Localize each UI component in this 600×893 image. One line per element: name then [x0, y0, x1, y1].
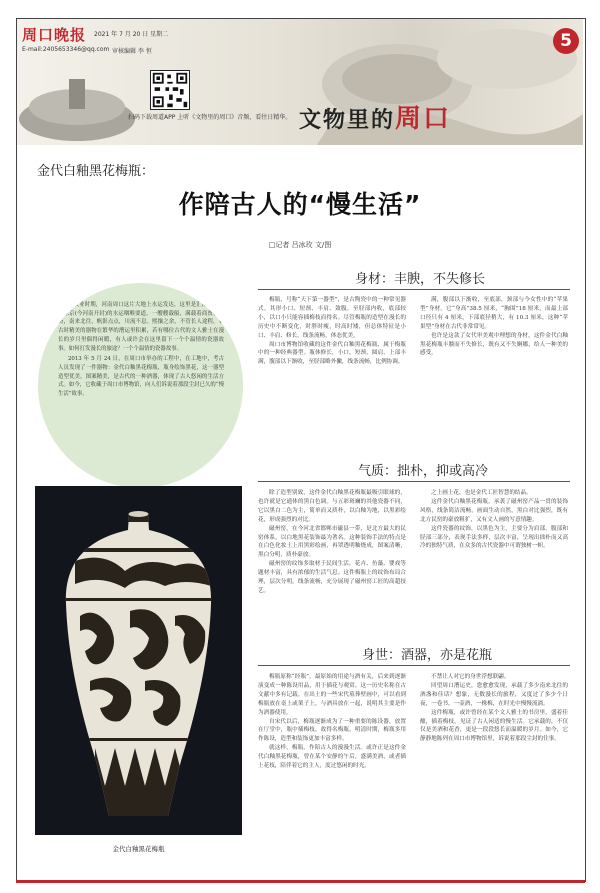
vase-photo	[35, 486, 242, 835]
body-paragraph: 磁州窑的纹饰多取材于民间生活，花卉、鱼藻、婴戏等题材丰富，具有浓郁的生活气息。这件梅瓶上的纹饰布局合理，层次分明，线条流畅，充分展现了磁州窑工匠的高超技艺。	[258, 561, 406, 594]
body-paragraph: 回望周口漕运史，您愈愈发现，承载了多少南来北往的酒盏和佳话？想象，无数漫长的旅程，又度过了多少个日夜，一卷书，一壶酒，一株梅，在时光中慢慢流淌。	[420, 682, 568, 707]
body-paragraph: 就这样，梅瓶，作陪古人的漫漫生活。或许正是这件金代白釉黑花梅瓶，曾在某个安静的午后，盛满美酒，或者插上花枝，陪伴着它的主人，度过悠闲的时光。	[258, 745, 406, 770]
section1-column-right	[420, 296, 568, 458]
contact-email: E-mail:2405653346@qq.com	[22, 46, 110, 53]
issue-date: 2021 年 7 月 20 日 星期二	[94, 31, 169, 38]
section-title-temperament: 气质：拙朴，抑或高冷	[358, 464, 489, 479]
masthead-logo: 周口晚报	[22, 26, 87, 44]
body-paragraph: 梅瓶原称“经瓶”，最原始的用途与酒有关，后来到逐渐演变成一种陈设用品，用于插花与观赏。这一历史名称在古文献中多有记载。在出土的一些宋代墓葬壁画中，可以看到梅瓶放在桌上或架子上，与酒具放在一起，说明其主要是作为酒器使用。	[258, 674, 406, 716]
body-paragraph: 自宋代以后，梅瓶逐渐成为了一种重要的陈设器，放置在厅堂中，瓶中插梅枝，故得名梅瓶。明清时期，梅瓶多用作陈设，造型和装饰更加丰富多样。	[258, 718, 406, 743]
article-kicker: 金代白釉黑花梅瓶：	[37, 164, 155, 179]
millstone-artwork	[17, 59, 137, 145]
body-paragraph: 这件瓷器的纹饰，以黑色为主，主要分为肩部、腹部和胫部三部分，表现手法多样，层次丰富，呈现出拙朴而又高冷的独特气质，在众多的古代瓷器中可谓独树一帜。	[420, 525, 568, 550]
section2-column-left	[258, 489, 406, 637]
body-paragraph: 周口市博物馆收藏的这件金代白釉黑花梅瓶，属于梅瓶中的一种经典器型。瓶体修长，小口，短颈，圆肩，上部丰满，腹部以下渐收，至胫部略外撇，线条流畅，比例协调。	[258, 341, 406, 366]
intro-paragraph: 2013 年 5 月 24 日，在周口市举办的工程中，在工地中，考古人员发现了一件器物：金代白釉黑花梅瓶，瓶身绘饰黑花，这一器型造型优美，图案精美，是古代的一种酒器，体现了古人悠闲的生活方式。如今，它收藏于周口市博物馆，向人们诉说着那段尘封已久的“慢生活”故事。	[58, 356, 224, 398]
article-headline: 作陪古人的“慢生活”	[178, 190, 422, 219]
rubric-city: 周口	[395, 104, 452, 134]
column-rubric	[299, 98, 451, 135]
section-title-figure: 身材：丰腴，不失修长	[355, 272, 486, 287]
section3-column-right	[420, 673, 568, 869]
section-divider	[258, 665, 570, 666]
intro-text	[58, 301, 224, 401]
editor-credit: 审核编辑 李 恒	[112, 48, 152, 55]
body-paragraph: 不禁让人对它的身世浮想联翩。	[431, 674, 510, 680]
page-number-badge: 5	[553, 28, 579, 54]
qr-code-icon[interactable]	[150, 70, 190, 110]
body-paragraph: 磁州窑，在今河北省邯郸市磁县一带，是北方最大的民窑体系，以白地黑花装饰最为著名。这种装饰手法的特点是在白色化妆土上用黑彩绘画，再罩透明釉烧成，图案清晰，黑白分明，质朴豪放。	[258, 525, 406, 559]
body-paragraph: 梅瓶，号称“天下第一器型”，是古陶瓷中的一种常见器式。其形小口、短颈、丰肩、敛腹，至胫部内收，底部较小，以口小只能容插梅枝而得名。尽管梅瓶的造型在漫长的历史中不断变化，时胖时瘦，时高时矮，但总体特征是小口、丰肩、修长，线条流畅，体态优美。	[258, 297, 406, 339]
section-divider	[258, 481, 570, 482]
intro-circle	[38, 283, 243, 488]
qr-caption: 扫码下载周道APP 上听《文物里的周口》音频，看往日精华。	[128, 114, 292, 121]
body-paragraph: 除了造型别致，这件金代白釉黑花梅瓶最吸引眼球的，也许就是它通体的黑白色调。与五彩斑斓的其他瓷器不同，它以黑白二色为主，简单而又质朴，以白釉为地，以黑彩绘花，形成强烈的对比。	[258, 490, 406, 523]
photo-caption: 金代白釉黑花梅瓶	[112, 845, 165, 853]
vase-illustration	[35, 486, 242, 835]
rubric-prefix: 文物里的	[299, 107, 396, 133]
section2-column-right	[420, 489, 568, 637]
intro-paragraph: 在农业时期，河南周口这片大地上水运发达，这里是汇南北区域往东京(今河南开封)的水运咽喉要道，一艘艘载船，满载着商贾和物资，南来北往，帆影点点，川流不息。熙攘之余，不管长人途程，各古时精美的器物在繁华的漕运里积累，若有哪位古代的文人雅士在漫长的岁月里偶得闲暇，有人或许会在这里留下一个个温情的瓷器故事。如何打发漫长的旅途？一个个温情的瓷器故事。	[58, 302, 224, 352]
body-paragraph: 之上画上花，也是金代工匠智慧的结晶。	[431, 490, 532, 496]
article-byline: □记者 吕冰玫 文/图	[268, 241, 332, 249]
body-paragraph: 也许是这款了女代审美观中理想的身材，这件金代白釉黑花梅瓶丰腴而不失修长，既有又不失婀娜，给人一种美的感受。	[420, 332, 568, 357]
section-title-origin: 身世：酒器，亦是花瓶	[362, 648, 493, 663]
section1-column-left	[258, 296, 406, 458]
body-paragraph: 满，腹部以下渐收，至底部，颈部与今女性中的“苹果型”身材。它“身高”38.5 厘米，“胸围”18 厘米，而最上部口径只有 4 厘米，下部底径稍大，有 10.3 厘米，这种“苹果型”身材在古代非常常见。	[420, 297, 568, 330]
bottom-rule	[16, 880, 585, 883]
body-paragraph: 这件金代白釉黑花梅瓶，承袭了磁州窑产品一贯的装饰风格，线条简洁流畅，画面生动自然，黑白对比强烈，既有北方民窑的豪放粗犷，又有文人画的写意情趣。	[420, 498, 568, 523]
section-divider	[258, 289, 570, 290]
section3-column-left	[258, 673, 406, 869]
body-paragraph: 这件梅瓶，或许曾经在某个文人雅士的书房里，盛着佳酿，插着梅枝，见证了古人闲适的慢生活。它承载的，不仅仅是美酒和花香，更是一段段悠长而温暖的岁月。如今，它静静地陈列在周口市博物馆里，诉说着那段尘封的往事。	[420, 709, 568, 743]
